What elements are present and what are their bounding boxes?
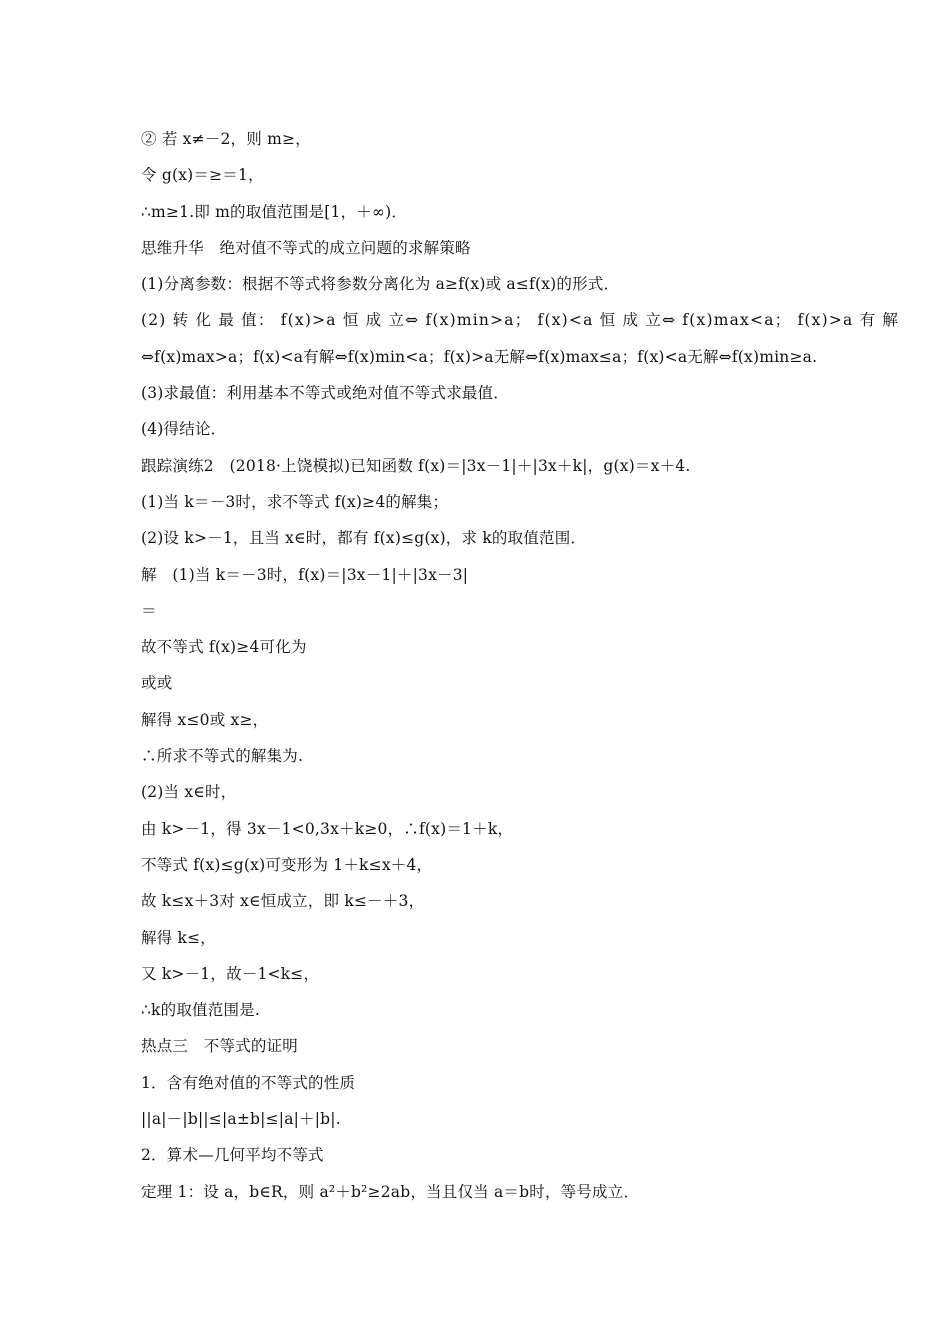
- text-line: ＝: [141, 601, 157, 620]
- text-line: 解得 x≤0或 x≥，: [141, 710, 269, 729]
- solution-line: 解 (1)当 k＝－3时，f(x)＝|3x－1|＋|3x－3|: [141, 565, 469, 584]
- text-line: 由 k>－1，得 3x－1<0,3x＋k≥0，∴f(x)＝1＋k，: [141, 819, 514, 838]
- section-heading: 热点三 不等式的证明: [141, 1037, 299, 1056]
- theorem-line: 定理 1：设 a，b∈R，则 a²＋b²≥2ab，当且仅当 a＝b时，等号成立．: [141, 1182, 640, 1201]
- text-line: ⇔f(x)max>a；f(x)<a有解⇔f(x)min<a；f(x)>a无解⇔f(x)max≤a；f(x)<a无解⇔f(x)min≥a.: [141, 347, 818, 366]
- text-line: (2)当 x∈时，: [141, 783, 237, 802]
- text-line: 解得 k≤，: [141, 928, 217, 947]
- text-line: 故 k≤x＋3对 x∈恒成立，即 k≤－＋3，: [141, 892, 425, 911]
- text-line: 1．含有绝对值的不等式的性质: [141, 1073, 356, 1092]
- text-line: (1)分离参数：根据不等式将参数分离化为 a≥f(x)或 a≤f(x)的形式．: [141, 275, 620, 294]
- text-line: ∴k的取值范围是.: [141, 1001, 260, 1020]
- text-line: (4)得结论．: [141, 420, 227, 439]
- text-line: (1)当 k＝－3时，求不等式 f(x)≥4的解集；: [141, 492, 449, 511]
- text-line: 令 g(x)＝≥＝1，: [141, 166, 264, 185]
- formula-line: ||a|－|b||≤|a±b|≤|a|＋|b|.: [141, 1110, 341, 1129]
- text-line: (2) 转 化 最 值： f(x)>a 恒 成 立⇔ f(x)min>a； f(x)<a 恒 成 立⇔ f(x)max<a； f(x)>a 有 解: [141, 311, 900, 330]
- text-line: 或或: [141, 674, 173, 693]
- text-line: 故不等式 f(x)≥4可化为: [141, 638, 307, 657]
- text-line: (2)设 k>－1，且当 x∈时，都有 f(x)≤g(x)，求 k的取值范围．: [141, 529, 587, 548]
- text-line: 2．算术—几何平均不等式: [141, 1146, 324, 1165]
- text-line: (3)求最值：利用基本不等式或绝对值不等式求最值．: [141, 384, 509, 403]
- text-line: 不等式 f(x)≤g(x)可变形为 1＋k≤x＋4，: [141, 855, 433, 874]
- text-line: ② 若 x≠－2，则 m≥，: [141, 130, 311, 148]
- document-body: [141, 121, 900, 1210]
- exercise-heading: 跟踪演练2 (2018·上饶模拟)已知函数 f(x)＝|3x－1|＋|3x＋k|，g(x)＝x＋4.: [141, 456, 691, 475]
- text-line: ∴m≥1.即 m的取值范围是[1，＋∞)．: [141, 202, 408, 221]
- section-heading: 思维升华 绝对值不等式的成立问题的求解策略: [141, 238, 471, 257]
- text-line: 又 k>－1，故－1<k≤，: [141, 964, 320, 983]
- text-line: ∴所求不等式的解集为.: [141, 747, 304, 766]
